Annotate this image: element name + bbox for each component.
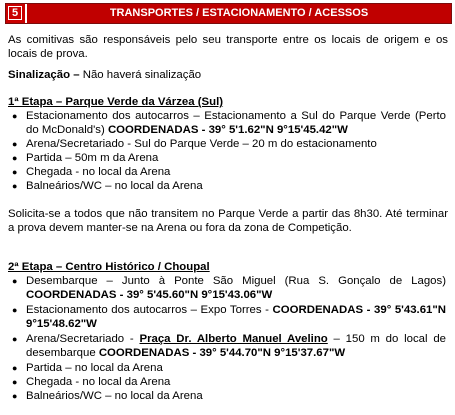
- list-item: ● Balneários/WC – no local da Arena: [12, 390, 203, 402]
- intro-paragraph: As comitivas são responsáveis pelo seu transporte entre os locais de origem e os locais de prova.: [8, 34, 448, 60]
- bullet-icon: ●: [12, 276, 18, 286]
- signage-line: [8, 69, 448, 83]
- list-item: ● Chegada - no local da Arena: [12, 166, 171, 178]
- section-header: [5, 3, 452, 24]
- bullet-icon: ●: [12, 167, 18, 177]
- section-title: TRANSPORTES / ESTACIONAMENTO / ACESSOS: [27, 4, 451, 23]
- list-item: ● Chegada - no local da Arena: [12, 376, 171, 388]
- list-item: ● Arena/Secretariado - Praça Dr. Alberto Manuel Avelino – 150 m do local de desembarque COORDENADAS - 39° 5'44.70"N 9°15'37.67"W: [12, 333, 446, 359]
- bullet-icon: ●: [12, 391, 18, 401]
- place-name: Praça Dr. Alberto Manuel Avelino: [139, 333, 328, 345]
- bullet-icon: ●: [12, 111, 18, 121]
- bullet-icon: ●: [12, 139, 18, 149]
- signage-text: Não haverá sinalização: [79, 69, 202, 81]
- list-item: ● Arena/Secretariado - Sul do Parque Verde – 20 m do estacionamento: [12, 138, 377, 150]
- bullet-icon: ●: [12, 181, 18, 191]
- bullet-icon: ●: [12, 305, 18, 315]
- section-number-badge: [6, 4, 27, 23]
- stage1-title: 1ª Etapa – Parque Verde da Várzea (Sul): [8, 96, 224, 108]
- bullet-icon: ●: [12, 153, 18, 163]
- notice-paragraph: Solicita-se a todos que não transitem no Parque Verde a partir das 8h30. Até terminar a prova devem manter-se na Arena ou fora da zona de Competição.: [8, 208, 448, 234]
- bullet-icon: ●: [12, 377, 18, 387]
- signage-label: Sinalização –: [8, 69, 80, 81]
- list-item: ● Balneários/WC – no local da Arena: [12, 180, 203, 192]
- list-item: ● Partida – 50m m da Arena: [12, 152, 159, 164]
- list-item: ● Partida – no local da Arena: [12, 362, 163, 374]
- list-item: ● Desembarque – Junto à Ponte São Miguel (Rua S. Gonçalo de Lagos) COORDENADAS - 39° 5'45.60"N 9°15'43.06"W: [12, 275, 446, 301]
- bullet-icon: ●: [12, 363, 18, 373]
- section-number: 5: [8, 6, 22, 20]
- list-item: ● Estacionamento dos autocarros – Estacionamento a Sul do Parque Verde (Perto do McDonald's) COORDENADAS - 39° 5'1.62"N 9°15'45.42"W: [12, 110, 446, 136]
- stage2-title: 2ª Etapa – Centro Histórico / Choupal: [8, 261, 210, 273]
- list-item: ● Estacionamento dos autocarros – Expo Torres - COORDENADAS - 39° 5'43.61"N 9°15'48.62"W: [12, 304, 447, 330]
- bullet-icon: ●: [12, 334, 18, 344]
